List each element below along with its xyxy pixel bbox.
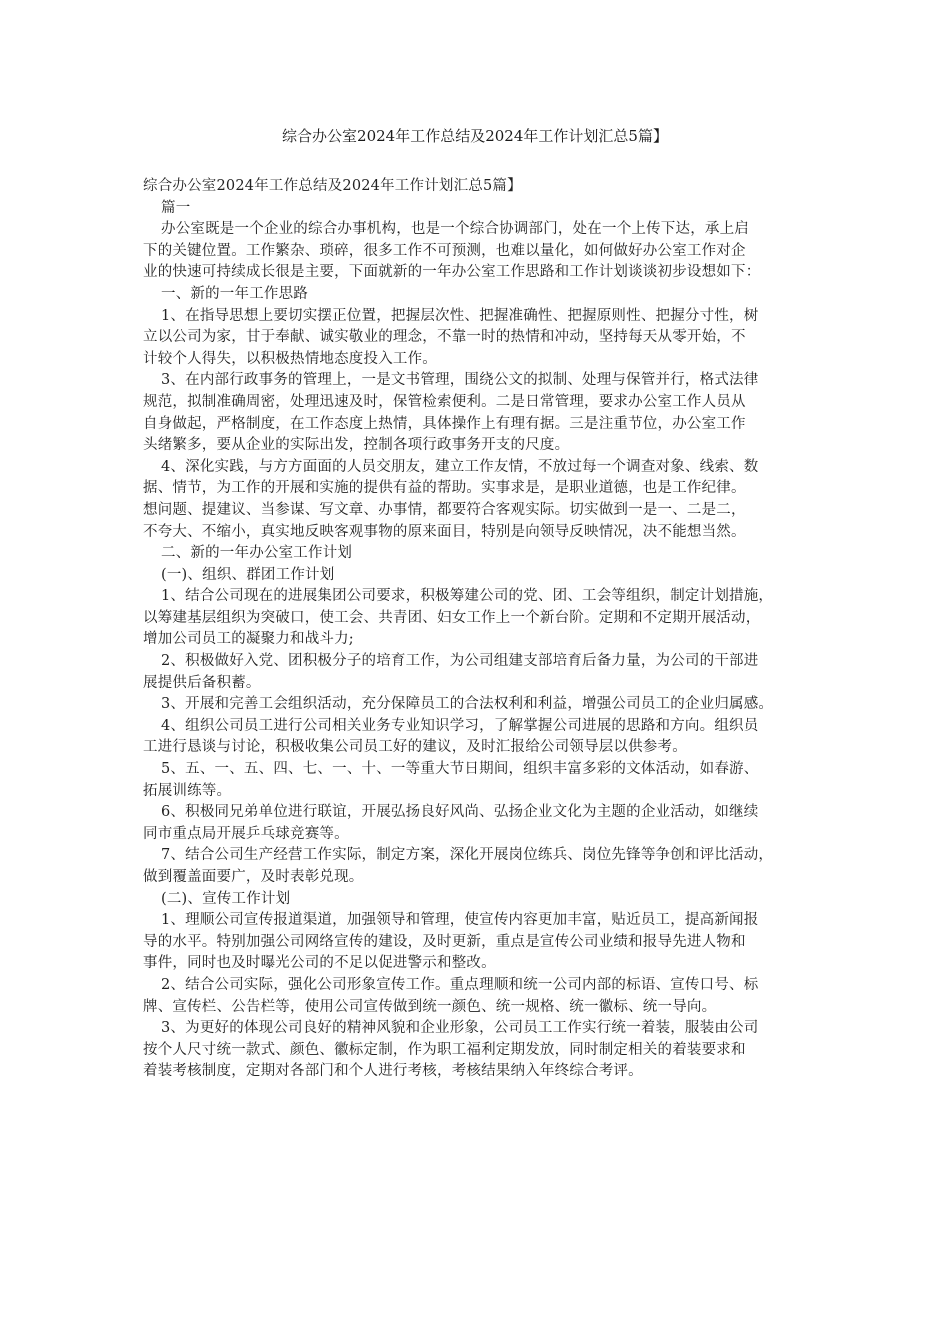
text-line: 2、结合公司实际，强化公司形象宣传工作。重点理顺和统一公司内部的标语、宣传口号、标	[161, 976, 759, 993]
text-line: 导的水平。特别加强公司网络宣传的建设，及时更新，重点是宣传公司业绩和报导先进人物和	[143, 933, 746, 950]
text-line: 工进行恳谈与讨论，积极收集公司员工好的建议，及时汇报给公司领导层以供参考。	[143, 739, 687, 756]
document-body	[143, 176, 818, 1083]
text-line: (二)、宣传工作计划	[161, 890, 291, 907]
text-line: 业的快速可持续成长很是主要，下面就新的一年办公室工作思路和工作计划谈谈初步设想如下：	[143, 264, 761, 281]
text-line: 办公室既是一个企业的综合办事机构，也是一个综合协调部门，处在一个上传下达，承上启	[161, 221, 749, 238]
text-line: 篇一	[161, 199, 191, 216]
text-line: 计较个人得失，以积极热情地态度投入工作。	[143, 350, 437, 367]
text-line: (一)、组织、群团工作计划	[161, 566, 335, 583]
text-line: 3、为更好的体现公司良好的精神风貌和企业形象，公司员工工作实行统一着装，服装由公司	[161, 1020, 759, 1037]
text-line: 二、新的一年办公室工作计划	[161, 545, 353, 562]
text-line: 以筹建基层组织为突破口，使工会、共青团、妇女工作上一个新台阶。定期和不定期开展活动，	[143, 609, 761, 626]
text-line: 事件，同时也及时曝光公司的不足以促进警示和整改。	[143, 955, 496, 972]
text-line: 同市重点局开展乒乓球竞赛等。	[143, 825, 349, 842]
text-line: 一、新的一年工作思路	[161, 285, 308, 302]
text-line: 4、组织公司员工进行公司相关业务专业知识学习，了解掌握公司进展的思路和方向。组织员	[161, 717, 759, 734]
text-line: 2、积极做好入党、团积极分子的培育工作，为公司组建支部培育后备力量，为公司的干部进	[161, 653, 759, 670]
text-line: 6、积极同兄弟单位进行联谊，开展弘扬良好风尚、弘扬企业文化为主题的企业活动，如继续	[161, 804, 759, 821]
text-line: 不夸大、不缩小，真实地反映客观事物的原来面目，特别是向领导反映情况，决不能想当然。	[143, 523, 746, 540]
text-line: 着装考核制度，定期对各部门和个人进行考核，考核结果纳入年终综合考评。	[143, 1063, 643, 1080]
text-line: 3、在内部行政事务的管理上，一是文书管理，围绕公文的拟制、处理与保管并行，格式法律	[161, 372, 759, 389]
text-line: 4、深化实践，与方方面面的人员交朋友，建立工作友情，不放过每一个调查对象、线索、数	[161, 458, 759, 475]
text-line: 展提供后备积蓄。	[143, 674, 261, 691]
text-line: 下的关键位置。工作繁杂、琐碎，很多工作不可预测，也难以量化，如何做好办公室工作对企	[143, 242, 746, 259]
text-line: 自身做起，严格制度，在工作态度上热情，具体操作上有理有据。三是注重节位，办公室工作	[143, 415, 746, 432]
document-title: 综合办公室2024年工作总结及2024年工作计划汇总5篇】	[282, 127, 668, 145]
text-line: 7、结合公司生产经营工作实际，制定方案，深化开展岗位练兵、岗位先锋等争创和评比活动，	[161, 847, 774, 864]
text-line: 拓展训练等。	[143, 782, 232, 799]
text-line: 按个人尺寸统一款式、颜色、徽标定制，作为职工福利定期发放，同时制定相关的着装要求和	[143, 1041, 746, 1058]
text-line: 综合办公室2024年工作总结及2024年工作计划汇总5篇】	[143, 178, 522, 194]
text-line: 1、结合公司现在的进展集团公司要求，积极筹建公司的党、团、工会等组织，制定计划措施，	[161, 588, 774, 605]
text-line: 5、五、一、五、四、七、一、十、一等重大节日期间，组织丰富多彩的文体活动，如春游、	[161, 761, 759, 778]
text-line: 规范，拟制准确周密，处理迅速及时，保管检索便利。二是日常管理，要求办公室工作人员从	[143, 393, 746, 410]
text-line: 1、理顺公司宣传报道渠道，加强领导和管理，使宣传内容更加丰富，贴近员工，提高新闻报	[161, 912, 759, 929]
text-line: 头绪繁多，要从企业的实际出发，控制各项行政事务开支的尺度。	[143, 437, 570, 454]
text-line: 牌、宣传栏、公告栏等，使用公司宣传做到统一颜色、统一规格、统一徽标、统一导向。	[143, 998, 717, 1015]
text-line: 立以公司为家，甘于奉献、诚实敬业的理念，不靠一时的热情和冲动，坚持每天从零开始，不	[143, 329, 746, 346]
text-line: 3、开展和完善工会组织活动，充分保障员工的合法权利和利益，增强公司员工的企业归属感。	[161, 696, 774, 713]
text-line: 1、在指导思想上要切实摆正位置，把握层次性、把握准确性、把握原则性、把握分寸性，树	[161, 307, 759, 324]
text-line: 想问题、提建议、当参谋、写文章、办事情，都要符合客观实际。切实做到一是一、二是二，	[143, 501, 746, 518]
text-line: 据、情节，为工作的开展和实施的提供有益的帮助。实事求是，是职业道德，也是工作纪律。	[143, 480, 746, 497]
text-line: 做到覆盖面要广，及时表彰兑现。	[143, 869, 364, 885]
text-line: 增加公司员工的凝聚力和战斗力;	[143, 631, 354, 648]
